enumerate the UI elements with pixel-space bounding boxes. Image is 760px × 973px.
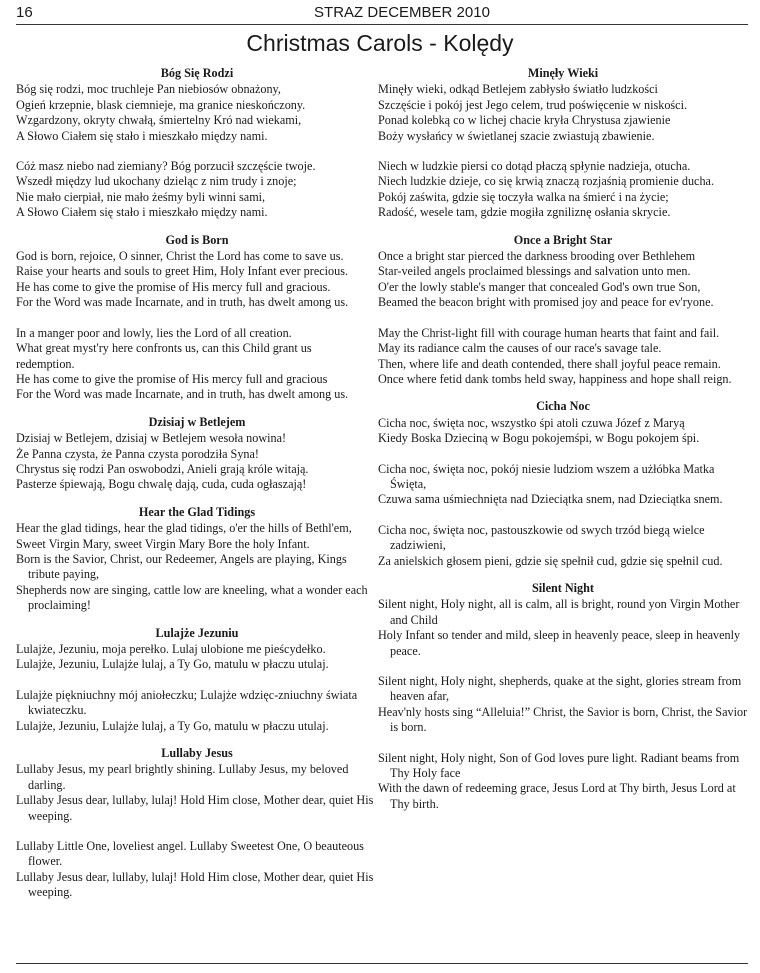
carol-block (16, 415, 378, 493)
carol-title: God is Born (165, 232, 229, 247)
lyric-line: Lullaby Jesus dear, lullaby, lulaj! Hold Him close, Mother dear, quiet His weeping. (16, 869, 374, 900)
carol-block (378, 233, 748, 388)
footer-rule (16, 963, 748, 964)
stanza (16, 521, 378, 613)
running-head: STRAZ DECEMBER 2010 (314, 4, 490, 21)
lyric-line: Ponad kolebką co w lichej chacie kryła Chrystusa zjawienie (378, 113, 671, 128)
lyric-line: Sweet Virgin Mary, sweet Virgin Mary Bore the holy Infant. (16, 536, 310, 551)
lyric-line: Then, where life and death contended, there shall joyful peace remain. (378, 356, 721, 371)
lyric-line: In a manger poor and lowly, lies the Lord of all creation. (16, 325, 292, 340)
carol-title: Dzisiaj w Betlejem (148, 414, 246, 429)
lyric-line: He has come to give the promise of His mercy full and gracious (16, 371, 328, 386)
lyric-line: Minęły wieki, odkąd Betlejem zabłysło światło ludzkości (378, 82, 658, 97)
lyric-line: Niech w ludzkie piersi co dotąd płaczą spłynie nadzieja, otucha. (378, 159, 691, 174)
lyric-line: Cicha noc, święta noc, pokój niesie ludziom wszem a użłóbka Matka Święta, (378, 461, 715, 491)
lyric-line: Silent night, Holy night, Son of God loves pure light. Radiant beams from Thy Holy face (378, 750, 740, 781)
stanza (16, 642, 378, 673)
lyric-line: Że Panna czysta, że Panna czysta porodziła Syna! (16, 446, 259, 461)
carol-title: Lulajże Jezuniu (155, 625, 239, 640)
lyric-line: Boży wysłańcy w świetlanej szacie zwiastują zbawienie. (378, 128, 655, 143)
lyric-line: Nie mało cierpiał, nie mało żeśmy byli winni sami, (16, 189, 266, 204)
lyric-line: Pokój zaświta, gdzie się toczyła walka na śmierć i na życie; (378, 189, 669, 204)
stanza (378, 82, 748, 144)
stanza (378, 159, 748, 221)
carol-block (16, 233, 378, 403)
lyric-line: Dzisiaj w Betlejem, dzisiaj w Betlejem wesoła nowina! (16, 431, 287, 446)
lyric-line: Heav'nly hosts sing “Alleluia!” Christ, the Savior is born, Christ, the Savior is born. (378, 704, 748, 735)
page-header (16, 4, 748, 25)
lyric-line: Beamed the beacon bright with promised joy and peace for ev'ryone. (378, 295, 714, 310)
lyric-line: Cicha noc, święta noc, wszystko śpi atoli czuwa Józef z Maryą (378, 415, 685, 430)
stanza (378, 249, 748, 311)
right-column (378, 66, 748, 824)
lyric-line: He has come to give the promise of His mercy full and gracious. (16, 279, 331, 294)
lyric-line: What great myst'ry here confronts us, can this Child grant us (16, 341, 312, 356)
carol-title: Once a Bright Star (513, 232, 613, 247)
carol-block (378, 66, 748, 221)
stanza (378, 416, 748, 447)
lyric-line: Chrystus się rodzi Pan oswobodzi, Anieli grają króle witają. (16, 461, 309, 476)
lyric-line: God is born, rejoice, O sinner, Christ the Lord has come to save us. (16, 249, 344, 264)
stanza (16, 82, 378, 144)
lyric-line: Lulajże, Jezuniu, Lulajże lulaj, a Ty Go, matulu w płaczu utulaj. (16, 718, 329, 733)
stanza (378, 462, 748, 508)
lyric-line: A Słowo Ciałem się stało i mieszkało między nami. (16, 205, 268, 220)
carol-block (16, 505, 378, 614)
lyric-line: Wzgardzony, okryty chwałą, śmiertelny Kró nad wiekami, (16, 113, 302, 128)
lyric-line: Kiedy Boska Dzieciną w Bogu pokojemśpi, w Bogu pokojem śpi. (378, 431, 700, 446)
left-column (16, 66, 378, 913)
carol-block (378, 581, 748, 812)
lyric-line: Pasterze śpiewają, Bogu chwalę dają, cuda, cuda ogłaszają! (16, 477, 307, 492)
lyric-line: Wszedł między lud ukochany dzieląc z nim trudy i znoje; (16, 174, 297, 189)
lyric-line: O'er the lowly stable's manger that concealed God's own true Son, (378, 279, 701, 294)
lyric-line: May its radiance calm the causes of our race's savage tale. (378, 341, 662, 356)
stanza (16, 159, 378, 221)
lyric-line: Czuwa sama uśmiechnięta nad Dzieciątka snem, nad Dzieciątka snem. (378, 492, 723, 507)
lyric-line: Holy Infant so tender and mild, sleep in heavenly peace, sleep in heavenly peace. (378, 628, 741, 658)
carol-block (16, 626, 378, 734)
lyric-line: Lullaby Jesus, my pearl brightly shining. Lullaby Jesus, my beloved darling. (16, 762, 349, 792)
stanza (378, 751, 748, 813)
lyric-line: With the dawn of redeeming grace, Jesus Lord at Thy birth, Jesus Lord at Thy birth. (378, 781, 736, 811)
lyric-line: For the Word was made Incarnate, and in truth, has dwelt among us. (16, 295, 349, 310)
stanza (16, 688, 378, 734)
carol-title: Minęły Wieki (527, 66, 599, 80)
page-number: 16 (16, 4, 33, 21)
lyric-line: Hear the glad tidings, hear the glad tidings, o'er the hills of Bethl'em, (16, 521, 352, 536)
lyric-line: Lullaby Jesus dear, lullaby, lulaj! Hold Him close, Mother dear, quiet His weeping. (16, 793, 374, 823)
lyric-line: A Słowo Ciałem się stało i mieszkało między nami. (16, 128, 268, 143)
lyric-line: Raise your hearts and souls to greet Him, Holy Infant ever precious. (16, 264, 349, 279)
stanza (16, 431, 378, 493)
stanza (378, 674, 748, 736)
stanza (16, 839, 378, 901)
lyric-line: Silent night, Holy night, shepherds, quake at the sight, glories stream from heaven afar, (378, 674, 742, 704)
lyric-line: redemption. (16, 356, 75, 371)
carol-block (378, 399, 748, 569)
lyric-line: Lulajże, Jezuniu, Lulajże lulaj, a Ty Go, matulu w płaczu utulaj. (16, 657, 329, 672)
lyric-line: Lulajże, Jezuniu, moja perełko. Lulaj ulobione me pieścydełko. (16, 642, 326, 656)
lyric-line: Niech ludzkie dzieje, co się krwią znaczą rozjaśnią promienie ducha. (378, 174, 715, 189)
lyric-line: Ogień krzepnie, blask ciemnieje, ma granice nieskończony. (16, 97, 306, 112)
page-title: Christmas Carols - Kolędy (246, 30, 514, 56)
carol-title: Bóg Się Rodzi (160, 66, 234, 80)
stanza (16, 762, 378, 824)
lyric-line: Star-veiled angels proclaimed blessings and salvation unto men. (378, 264, 691, 279)
lyric-line: Silent night, Holy night, all is calm, all is bright, round yon Virgin Mother and Child (378, 597, 740, 627)
lyric-line: Bóg się rodzi, moc truchleje Pan niebiosów obnażony, (16, 82, 281, 97)
lyric-line: Cicha noc, święta noc, pastouszkowie od swych trzód biegą wielce zadziwieni, (378, 522, 705, 553)
lyric-line: Once where fetid dank tombs held sway, happiness and hope shall reign. (378, 371, 732, 386)
carol-title: Silent Night (532, 580, 594, 595)
lyric-line: Cóż masz niebo nad ziemiany? Bóg porzucił szczęście twoje. (16, 159, 316, 174)
carol-block (16, 66, 378, 221)
lyric-line: Shepherds now are singing, cattle low are kneeling, what a wonder each proclaiming! (16, 582, 368, 613)
stanza (16, 249, 378, 311)
lyric-line: Lullaby Little One, loveliest angel. Lullaby Sweetest One, O beauteous flower. (16, 839, 364, 869)
lyric-line: Born is the Savior, Christ, our Redeemer, Angels are playing, Kings tribute paying, (16, 551, 347, 582)
lyric-line: Za anielskich głosem pieni, gdzie się spełnił cud, gdzie się spełnil cud. (378, 553, 723, 568)
stanza (378, 597, 748, 659)
lyric-line: Szczęście i pokój jest Jego celem, trud poświęcenie w niskości. (378, 97, 688, 112)
stanza (378, 326, 748, 388)
carol-title: Cicha Noc (536, 399, 590, 414)
stanza (16, 326, 378, 403)
carol-block (16, 746, 378, 901)
lyric-line: May the Christ-light fill with courage human hearts that faint and fail. (378, 325, 720, 340)
carol-title: Hear the Glad Tidings (138, 504, 256, 519)
stanza (378, 523, 748, 569)
lyric-line: Once a bright star pierced the darkness brooding over Bethlehem (378, 249, 696, 264)
lyric-line: For the Word was made Incarnate, and in truth, has dwelt among us. (16, 387, 349, 402)
lyric-line: Lulajże piękniuchny mój aniołeczku; Lulajże wdzięc-zniuchny świata kwiateczku. (16, 687, 358, 718)
lyric-line: Radość, wesele tam, gdzie mogiła zgniliznę osłania skrycie. (378, 205, 671, 220)
carol-title: Lullaby Jesus (161, 746, 233, 761)
